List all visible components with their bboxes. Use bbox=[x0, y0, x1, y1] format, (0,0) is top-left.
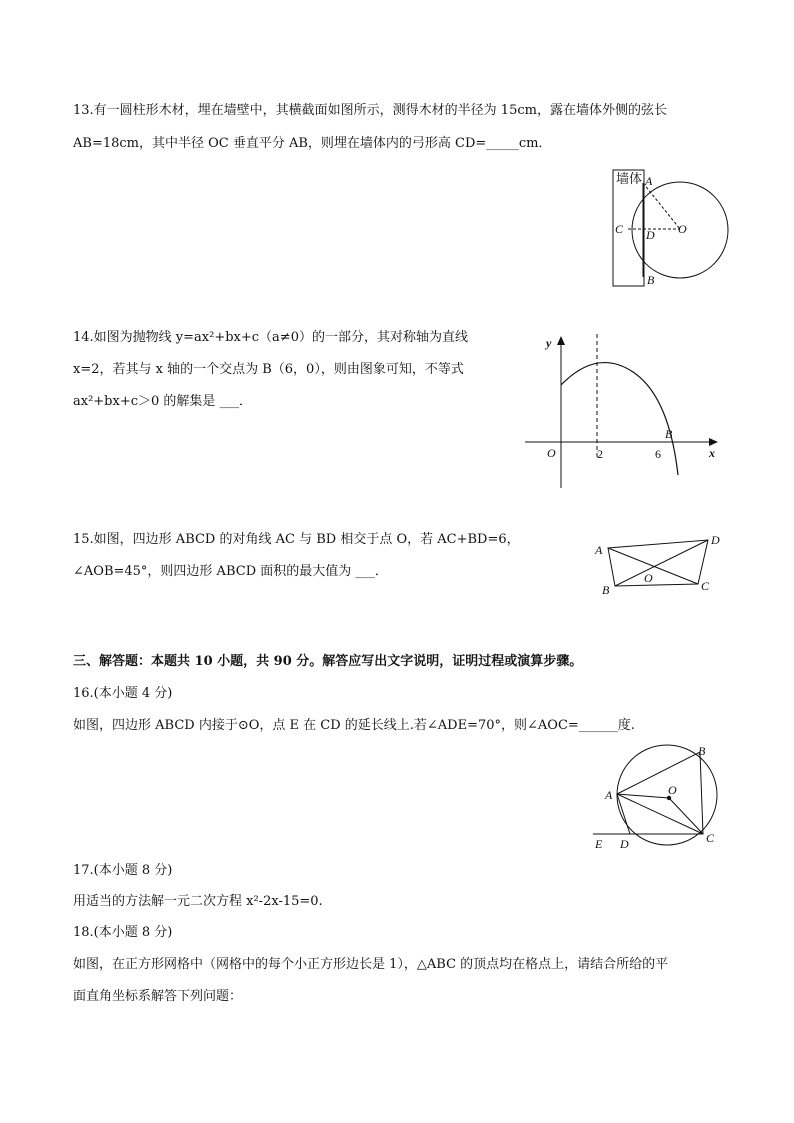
q13-label-o: O bbox=[678, 222, 687, 236]
q14-figure bbox=[520, 330, 725, 495]
q14-label-y: y bbox=[546, 336, 552, 350]
q17-head: 17.(本小题 8 分) bbox=[73, 863, 173, 878]
q14-label-x: x bbox=[709, 446, 715, 460]
q15-label-a: A bbox=[595, 543, 603, 557]
q15-figure bbox=[590, 530, 730, 600]
q18-head: 18.(本小题 8 分) bbox=[73, 925, 173, 940]
q17-text: 用适当的方法解一元二次方程 x²-2x-15=0. bbox=[73, 894, 323, 909]
q15-line2: ∠AOB=45°，则四边形 ABCD 面积的最大值为 ___． bbox=[73, 564, 388, 579]
section3-heading: 三、解答题：本题共 10 小题，共 90 分。解答应写出文字说明，证明过程或演算步骤。 bbox=[73, 654, 583, 669]
q14-tick-2: 2 bbox=[597, 447, 603, 461]
q14-label-o: O bbox=[547, 446, 556, 460]
q15-label-c: C bbox=[701, 579, 710, 593]
q18-text2: 面直角坐标系解答下列问题： bbox=[73, 989, 243, 1004]
q16-label-e: E bbox=[595, 837, 603, 851]
q13-label-c: C bbox=[615, 222, 624, 236]
q16-text: 如图，四边形 ABCD 内接于⊙O，点 E 在 CD 的延长线上.若∠ADE=70°，则∠AOC=______度. bbox=[73, 718, 635, 733]
q16-head: 16.(本小题 4 分) bbox=[73, 686, 173, 701]
q14-line2: x=2，若其与 x 轴的一个交点为 B（6，0），则由图象可知，不等式 bbox=[73, 362, 464, 377]
q16-label-d: D bbox=[620, 837, 629, 851]
q14-tick-6: 6 bbox=[655, 447, 661, 461]
q13-line2: AB=18cm，其中半径 OC 垂直平分 AB，则埋在墙体内的弓形高 CD=_____cm． bbox=[73, 136, 552, 151]
q14-line1: 14.如图为抛物线 y=ax²+bx+c（a≠0）的一部分，其对称轴为直线 bbox=[73, 330, 468, 345]
q13-wall-label: 墙体 bbox=[616, 171, 643, 186]
q13-label-a: A bbox=[645, 174, 653, 188]
q15-label-d: D bbox=[711, 533, 720, 547]
q13-label-d: D bbox=[646, 228, 655, 242]
q14-line3: ax²+bx+c＞0 的解集是 ___． bbox=[73, 394, 253, 409]
q14-label-b: B bbox=[665, 427, 673, 441]
q13-label-b: B bbox=[647, 273, 655, 287]
q18-text1: 如图，在正方形网格中（网格中的每个小正方形边长是 1），△ABC 的顶点均在格点上，请结合所给的平 bbox=[73, 957, 669, 972]
q16-label-o: O bbox=[668, 783, 677, 797]
q16-figure bbox=[585, 740, 730, 855]
q16-label-b: B bbox=[698, 744, 706, 758]
q15-line1: 15.如图，四边形 ABCD 的对角线 AC 与 BD 相交于点 O，若 AC+BD=6， bbox=[73, 532, 520, 547]
q15-label-o: O bbox=[644, 571, 653, 585]
q15-label-b: B bbox=[602, 583, 610, 597]
q16-label-a: A bbox=[605, 788, 613, 802]
q13-figure bbox=[600, 165, 730, 293]
q13-line1: 13.有一圆柱形木材，埋在墙壁中，其横截面如图所示，测得木材的半径为 15cm，露在墙体外侧的弦长 bbox=[73, 103, 667, 118]
q16-label-c: C bbox=[706, 831, 715, 845]
